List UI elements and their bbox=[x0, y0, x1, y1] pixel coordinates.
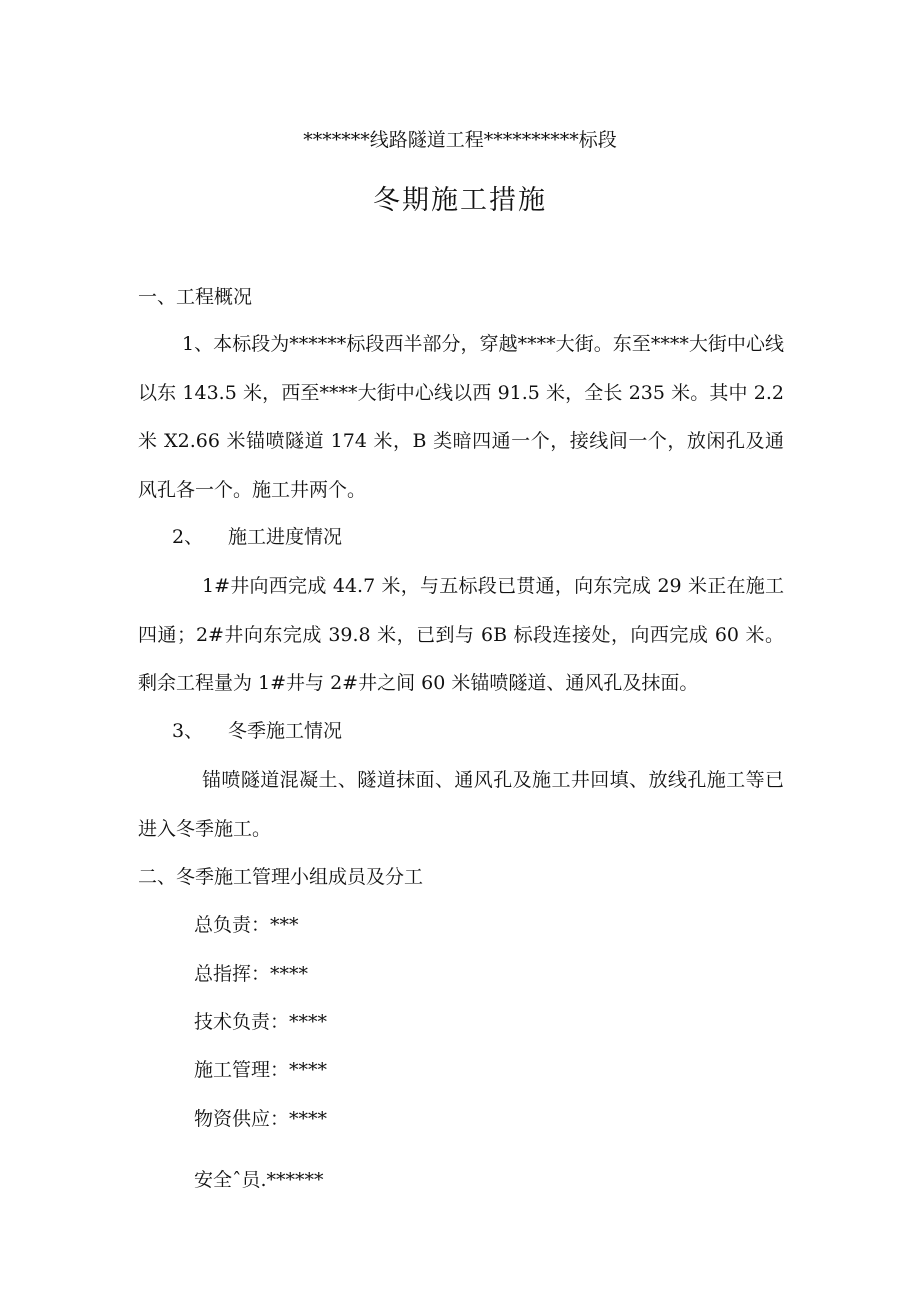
staff-line: 总指挥：**** bbox=[194, 963, 309, 985]
item3-heading-text: 冬季施工情况 bbox=[228, 720, 343, 742]
staff-line: 物资供应：**** bbox=[194, 1108, 328, 1130]
item2-number: 2、 bbox=[172, 526, 204, 548]
item2-heading bbox=[172, 525, 342, 549]
staff-line: 总负责：*** bbox=[194, 914, 299, 936]
item3-number: 3、 bbox=[172, 720, 204, 742]
staff-line: 施工管理：**** bbox=[194, 1059, 328, 1081]
item3-heading bbox=[172, 719, 342, 743]
item2-heading-text: 施工进度情况 bbox=[228, 526, 343, 548]
staff-line: 安全ˆ员.****** bbox=[194, 1169, 324, 1191]
document-title: 冬期施工措施 bbox=[373, 185, 547, 216]
section1-heading: 一、工程概况 bbox=[138, 286, 253, 308]
item2-paragraph: 1#井向西完成 44.7 米，与五标段已贯通，向东完成 29 米正在施工四通；2#井向东完成 39.8 米，已到与 6B 标段连接处，向西完成 60 米。剩余工程量为 1#井与 2#井之间 60 米锚喷隧道、通风孔及抹面。 bbox=[138, 575, 784, 694]
section2-heading: 二、冬季施工管理小组成员及分工 bbox=[138, 866, 424, 888]
document-subtitle: *******线路隧道工程**********标段 bbox=[303, 129, 617, 151]
item1-paragraph: 1、本标段为******标段西半部分，穿越****大街。东至****大街中心线以东 143.5 米，西至****大街中心线以西 91.5 米，全长 235 米。其中 2.2 米 X2.66 米锚喷隧道 174 米，B 类暗四通一个，接线间一个，放闲孔及通风孔各一个。施工井两个。 bbox=[138, 333, 784, 501]
staff-line: 技术负责：**** bbox=[194, 1011, 328, 1033]
item3-paragraph: 锚喷隧道混凝土、隧道抹面、通风孔及施工井回填、放线孔施工等已进入冬季施工。 bbox=[138, 769, 784, 840]
